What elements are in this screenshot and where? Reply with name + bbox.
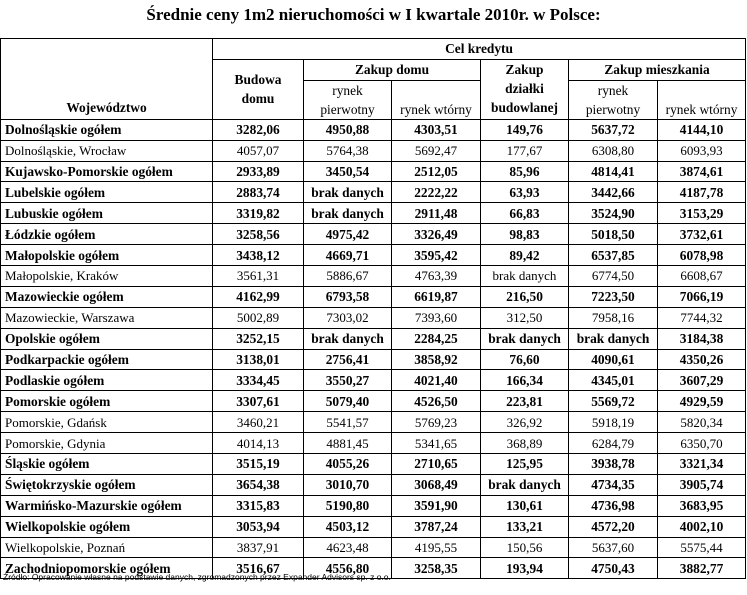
region-name-cell: Lubuskie ogółem [1, 203, 213, 224]
table-title: Średnie ceny 1m2 nieruchomości w I kwartale 2010r. w Polsce: [146, 5, 601, 24]
value-cell: 3787,24 [392, 516, 481, 537]
value-cell: 4975,42 [304, 224, 392, 245]
value-cell: 193,94 [481, 558, 569, 579]
table-row [1, 412, 746, 433]
value-cell: 2883,74 [213, 182, 304, 203]
value-cell: 3524,90 [569, 203, 658, 224]
table-body [1, 119, 746, 579]
value-cell: 63,93 [481, 182, 569, 203]
table-row [1, 474, 746, 495]
house-build-line1: Budowa [234, 72, 282, 88]
value-cell: 7066,19 [658, 286, 746, 307]
region-name-cell: Podlaskie ogółem [1, 370, 213, 391]
value-cell: 133,21 [481, 516, 569, 537]
value-cell: 4623,48 [304, 537, 392, 558]
value-cell: 3153,29 [658, 203, 746, 224]
value-cell: 5575,44 [658, 537, 746, 558]
region-name-cell: Mazowieckie ogółem [1, 286, 213, 307]
value-cell: 5002,89 [213, 307, 304, 328]
value-cell: 4350,26 [658, 349, 746, 370]
region-name-cell: Pomorskie, Gdynia [1, 433, 213, 454]
value-cell: 3326,49 [392, 224, 481, 245]
value-cell: 76,60 [481, 349, 569, 370]
value-cell: 6608,67 [658, 266, 746, 287]
region-name-cell: Pomorskie ogółem [1, 391, 213, 412]
value-cell: 3732,61 [658, 224, 746, 245]
plot-line2: działki [505, 80, 544, 96]
value-cell: 4929,59 [658, 391, 746, 412]
value-cell: 5541,57 [304, 412, 392, 433]
plot-line3: budowlanej [491, 99, 558, 115]
table-row [1, 245, 746, 266]
value-cell: 125,95 [481, 454, 569, 475]
value-cell: brak danych [481, 266, 569, 287]
value-cell: 3938,78 [569, 454, 658, 475]
value-cell: 216,50 [481, 286, 569, 307]
value-cell: 4195,55 [392, 537, 481, 558]
value-cell: 5569,72 [569, 391, 658, 412]
value-cell: 3319,82 [213, 203, 304, 224]
value-cell: 2710,65 [392, 454, 481, 475]
house-secondary-label: rynek wtórny [400, 101, 472, 117]
value-cell: 5886,67 [304, 266, 392, 287]
value-cell: 6619,87 [392, 286, 481, 307]
value-cell: 3515,19 [213, 454, 304, 475]
value-cell: brak danych [304, 182, 392, 203]
house-purchase-header [304, 59, 481, 80]
value-cell: 5769,23 [392, 412, 481, 433]
credit-goal-label: Cel kredytu [445, 41, 513, 57]
region-name-cell: Dolnośląskie ogółem [1, 119, 213, 140]
value-cell: 7223,50 [569, 286, 658, 307]
value-cell: 4572,20 [569, 516, 658, 537]
value-cell: 3282,06 [213, 119, 304, 140]
flat-purchase-header [569, 59, 746, 80]
value-cell: 3882,77 [658, 558, 746, 579]
region-name-cell: Pomorskie, Gdańsk [1, 412, 213, 433]
value-cell: brak danych [304, 203, 392, 224]
table-row [1, 161, 746, 182]
value-cell: 4303,51 [392, 119, 481, 140]
table-row [1, 433, 746, 454]
region-name-cell: Wielkopolskie ogółem [1, 516, 213, 537]
value-cell: 4345,01 [569, 370, 658, 391]
value-cell: 4526,50 [392, 391, 481, 412]
value-cell: 3321,34 [658, 454, 746, 475]
value-cell: 6284,79 [569, 433, 658, 454]
value-cell: 4950,88 [304, 119, 392, 140]
house-build-header [213, 59, 304, 119]
value-cell: 3258,56 [213, 224, 304, 245]
table-row [1, 495, 746, 516]
value-cell: 2756,41 [304, 349, 392, 370]
house-build-line2: domu [241, 91, 275, 107]
table-row [1, 119, 746, 140]
value-cell: 4002,10 [658, 516, 746, 537]
table-row [1, 182, 746, 203]
value-cell: 149,76 [481, 119, 569, 140]
value-cell: 5764,38 [304, 140, 392, 161]
value-cell: 2222,22 [392, 182, 481, 203]
value-cell: 3184,38 [658, 328, 746, 349]
value-cell: 3315,83 [213, 495, 304, 516]
value-cell: 5190,80 [304, 495, 392, 516]
value-cell: 4021,40 [392, 370, 481, 391]
price-table [0, 38, 746, 579]
table-row [1, 307, 746, 328]
region-name-cell: Zachodniopomorskie ogółem [1, 558, 213, 579]
flat-purchase-label: Zakup mieszkania [604, 62, 710, 78]
region-name-cell: Mazowieckie, Warszawa [1, 307, 213, 328]
value-cell: 3561,31 [213, 266, 304, 287]
table-row [1, 391, 746, 412]
value-cell: 4144,10 [658, 119, 746, 140]
value-cell: 3874,61 [658, 161, 746, 182]
value-cell: brak danych [481, 328, 569, 349]
house-primary-line2: pierwotny [320, 101, 375, 117]
value-cell: 4814,41 [569, 161, 658, 182]
value-cell: 4014,13 [213, 433, 304, 454]
region-name-cell: Dolnośląskie, Wrocław [1, 140, 213, 161]
value-cell: 4556,80 [304, 558, 392, 579]
value-cell: 5079,40 [304, 391, 392, 412]
value-cell: 4057,07 [213, 140, 304, 161]
value-cell: 3516,67 [213, 558, 304, 579]
value-cell: 4090,61 [569, 349, 658, 370]
value-cell: 66,83 [481, 203, 569, 224]
value-cell: 2933,89 [213, 161, 304, 182]
value-cell: 3550,27 [304, 370, 392, 391]
table-row [1, 370, 746, 391]
region-header [1, 39, 213, 120]
plot-purchase-header [481, 59, 569, 119]
house-secondary-header [392, 80, 481, 119]
table-row [1, 328, 746, 349]
value-cell: 6774,50 [569, 266, 658, 287]
value-cell: 4055,26 [304, 454, 392, 475]
region-name-cell: Śląskie ogółem [1, 454, 213, 475]
plot-line1: Zakup [505, 61, 544, 77]
value-cell: 4750,43 [569, 558, 658, 579]
table-row [1, 203, 746, 224]
value-cell: 6350,70 [658, 433, 746, 454]
value-cell: 326,92 [481, 412, 569, 433]
value-cell: 223,81 [481, 391, 569, 412]
value-cell: 2512,05 [392, 161, 481, 182]
value-cell: 312,50 [481, 307, 569, 328]
table-row [1, 349, 746, 370]
value-cell: brak danych [481, 474, 569, 495]
value-cell: 3905,74 [658, 474, 746, 495]
value-cell: 368,89 [481, 433, 569, 454]
flat-primary-line1: rynek [597, 82, 629, 98]
value-cell: 7303,02 [304, 307, 392, 328]
value-cell: 3307,61 [213, 391, 304, 412]
table-row [1, 140, 746, 161]
value-cell: 3460,21 [213, 412, 304, 433]
region-header-label: Województwo [66, 99, 147, 115]
value-cell: 4881,45 [304, 433, 392, 454]
value-cell: 2911,48 [392, 203, 481, 224]
value-cell: 3442,66 [569, 182, 658, 203]
value-cell: 150,56 [481, 537, 569, 558]
value-cell: 6308,80 [569, 140, 658, 161]
value-cell: 5637,60 [569, 537, 658, 558]
value-cell: 3010,70 [304, 474, 392, 495]
region-name-cell: Świętokrzyskie ogółem [1, 474, 213, 495]
value-cell: 6093,93 [658, 140, 746, 161]
value-cell: 3654,38 [213, 474, 304, 495]
value-cell: 5692,47 [392, 140, 481, 161]
value-cell: 3068,49 [392, 474, 481, 495]
value-cell: 3252,15 [213, 328, 304, 349]
value-cell: 177,67 [481, 140, 569, 161]
region-name-cell: Kujawsko-Pomorskie ogółem [1, 161, 213, 182]
value-cell: 3138,01 [213, 349, 304, 370]
value-cell: 3837,91 [213, 537, 304, 558]
value-cell: 5637,72 [569, 119, 658, 140]
value-cell: 7744,32 [658, 307, 746, 328]
value-cell: 3053,94 [213, 516, 304, 537]
credit-goal-header [213, 39, 746, 60]
table-row [1, 286, 746, 307]
value-cell: 7393,60 [392, 307, 481, 328]
value-cell: 5918,19 [569, 412, 658, 433]
table-row [1, 454, 746, 475]
value-cell: 3858,92 [392, 349, 481, 370]
value-cell: 98,83 [481, 224, 569, 245]
house-primary-header [304, 80, 392, 119]
table-row [1, 537, 746, 558]
region-name-cell: Opolskie ogółem [1, 328, 213, 349]
flat-secondary-header [658, 80, 746, 119]
flat-secondary-label: rynek wtórny [665, 101, 738, 117]
value-cell: 130,61 [481, 495, 569, 516]
value-cell: 4734,35 [569, 474, 658, 495]
flat-primary-header [569, 80, 658, 119]
house-purchase-label: Zakup domu [354, 62, 430, 78]
value-cell: 85,96 [481, 161, 569, 182]
value-cell: 166,34 [481, 370, 569, 391]
region-name-cell: Wielkopolskie, Poznań [1, 537, 213, 558]
flat-primary-line2: pierwotny [585, 101, 641, 117]
value-cell: 6078,98 [658, 245, 746, 266]
value-cell: 6793,58 [304, 286, 392, 307]
region-name-cell: Małopolskie, Kraków [1, 266, 213, 287]
value-cell: 3258,35 [392, 558, 481, 579]
value-cell: 5341,65 [392, 433, 481, 454]
table-row [1, 266, 746, 287]
region-name-cell: Podkarpackie ogółem [1, 349, 213, 370]
value-cell: 4503,12 [304, 516, 392, 537]
region-name-cell: Małopolskie ogółem [1, 245, 213, 266]
table-row [1, 516, 746, 537]
value-cell: 4763,39 [392, 266, 481, 287]
value-cell: 4736,98 [569, 495, 658, 516]
value-cell: 3450,54 [304, 161, 392, 182]
value-cell: 3683,95 [658, 495, 746, 516]
value-cell: brak danych [569, 328, 658, 349]
value-cell: 6537,85 [569, 245, 658, 266]
region-name-cell: Łódzkie ogółem [1, 224, 213, 245]
value-cell: 7958,16 [569, 307, 658, 328]
source-note: Źródło: Opracowanie własne na podstawie danych, zgromadzonych przez Expander Advisors sp. z o.o. [3, 572, 391, 582]
house-primary-line1: rynek [332, 82, 363, 98]
value-cell: 89,42 [481, 245, 569, 266]
value-cell: 5820,34 [658, 412, 746, 433]
value-cell: brak danych [304, 328, 392, 349]
value-cell: 4162,99 [213, 286, 304, 307]
value-cell: 2284,25 [392, 328, 481, 349]
value-cell: 3607,29 [658, 370, 746, 391]
table-row [1, 224, 746, 245]
region-name-cell: Lubelskie ogółem [1, 182, 213, 203]
value-cell: 3595,42 [392, 245, 481, 266]
value-cell: 3438,12 [213, 245, 304, 266]
region-name-cell: Warmińsko-Mazurskie ogółem [1, 495, 213, 516]
value-cell: 5018,50 [569, 224, 658, 245]
value-cell: 3334,45 [213, 370, 304, 391]
value-cell: 4669,71 [304, 245, 392, 266]
value-cell: 3591,90 [392, 495, 481, 516]
value-cell: 4187,78 [658, 182, 746, 203]
